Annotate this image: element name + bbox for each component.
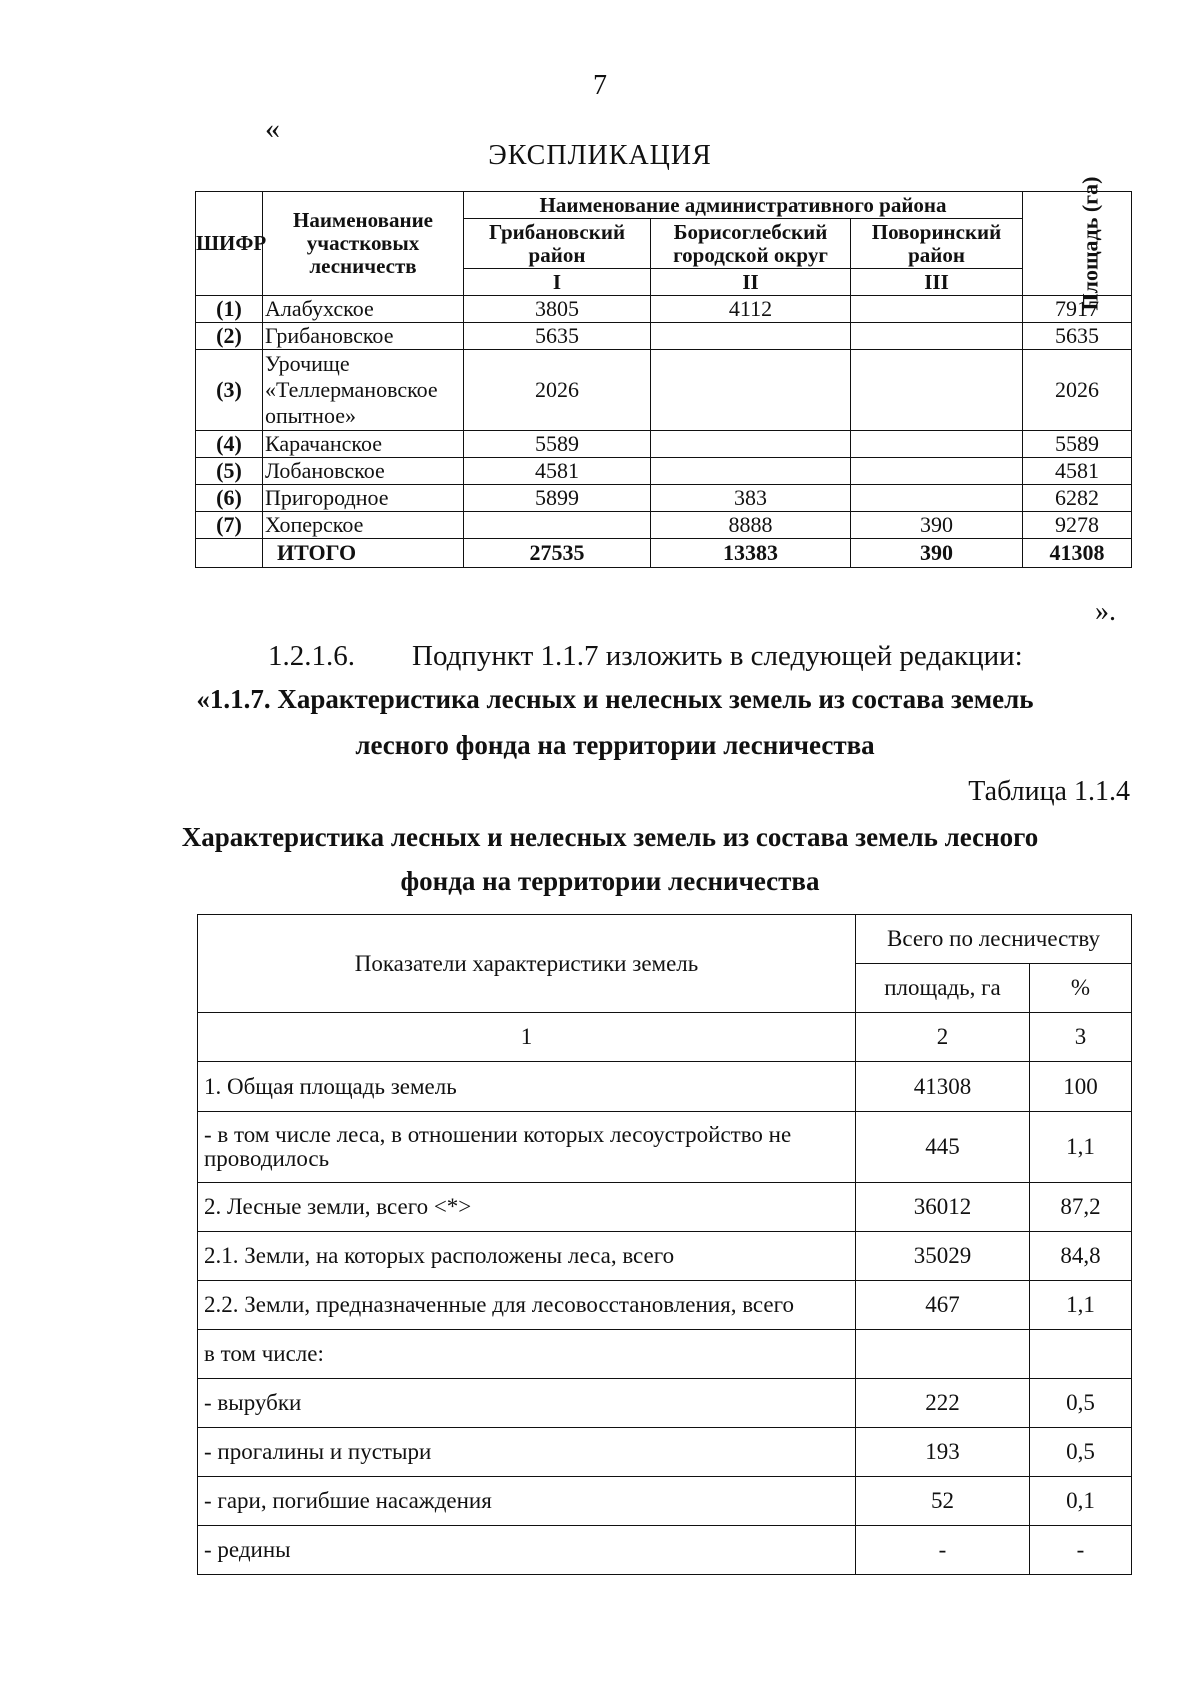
row-area: 467 [856, 1281, 1030, 1330]
row-name: Грибановское [263, 323, 464, 350]
row-percent: - [1030, 1526, 1132, 1575]
explication-title: ЭКСПЛИКАЦИЯ [488, 140, 712, 171]
total-district-3: 390 [851, 539, 1023, 568]
table-row [198, 1232, 1132, 1281]
row-district-1 [464, 512, 651, 539]
explication-table [195, 176, 1132, 568]
row-percent: 1,1 [1030, 1281, 1132, 1330]
code-header: ШИФР [196, 192, 263, 296]
row-percent: 100 [1030, 1062, 1132, 1112]
admin-district-header: Наименование административного района [464, 192, 1023, 219]
row-district-2 [651, 350, 851, 431]
table-row [196, 485, 1132, 512]
row-district-1: 2026 [464, 350, 651, 431]
row-area [856, 1330, 1030, 1379]
total-label: ИТОГО [263, 539, 464, 568]
row-district-3 [851, 431, 1023, 458]
land-characteristics-table [197, 914, 1132, 1575]
row-name: Урочище «Теллермановское опытное» [263, 350, 464, 431]
row-label: - редины [198, 1526, 856, 1575]
district-3-roman: III [851, 269, 1023, 296]
row-percent: 87,2 [1030, 1183, 1132, 1232]
row-district-3 [851, 323, 1023, 350]
row-area: 2026 [1023, 350, 1132, 431]
table-row [198, 1062, 1132, 1112]
row-label: - гари, погибшие насаждения [198, 1477, 856, 1526]
row-district-1: 5899 [464, 485, 651, 512]
table-row [196, 350, 1132, 431]
subpoint-text: Подпункт 1.1.7 изложить в следующей редакции: [412, 640, 1023, 672]
table-row [198, 1477, 1132, 1526]
table-row [198, 1330, 1132, 1379]
district-2-roman: II [651, 269, 851, 296]
row-area: - [856, 1526, 1030, 1575]
table-row [196, 323, 1132, 350]
district-3-header: Поворинский район [851, 219, 1023, 269]
row-name: Хоперское [263, 512, 464, 539]
table-number: Таблица 1.1.4 [968, 776, 1130, 807]
row-area: 4581 [1023, 458, 1132, 485]
row-code: (5) [196, 458, 263, 485]
row-district-3 [851, 296, 1023, 323]
row-percent: 0,1 [1030, 1477, 1132, 1526]
row-district-2 [651, 431, 851, 458]
row-area: 5589 [1023, 431, 1132, 458]
table-row [198, 1183, 1132, 1232]
row-name: Пригородное [263, 485, 464, 512]
row-code: (7) [196, 512, 263, 539]
table-row [196, 431, 1132, 458]
row-label: 2. Лесные земли, всего <*> [198, 1183, 856, 1232]
column-number-3: 3 [1030, 1013, 1132, 1062]
total-code-empty [196, 539, 263, 568]
row-district-2: 4112 [651, 296, 851, 323]
heading-line-1: «1.1.7. Характеристика лесных и нелесных земель из состава земель [196, 684, 1034, 714]
row-area: 445 [856, 1112, 1030, 1183]
row-district-3 [851, 458, 1023, 485]
row-code: (6) [196, 485, 263, 512]
row-district-2 [651, 458, 851, 485]
table-row [198, 1112, 1132, 1183]
row-label: - вырубки [198, 1379, 856, 1428]
row-district-3 [851, 350, 1023, 431]
row-district-1: 3805 [464, 296, 651, 323]
table-row [196, 512, 1132, 539]
district-1-header: Грибановский район [464, 219, 651, 269]
row-percent: 84,8 [1030, 1232, 1132, 1281]
row-label: в том числе: [198, 1330, 856, 1379]
district-2-header: Борисоглебский городской округ [651, 219, 851, 269]
row-label: 2.1. Земли, на которых расположены леса, всего [198, 1232, 856, 1281]
table-row [196, 296, 1132, 323]
open-quote: « [265, 112, 280, 145]
total-row [196, 539, 1132, 568]
table-row [198, 1379, 1132, 1428]
row-name: Алабухское [263, 296, 464, 323]
row-district-1: 5589 [464, 431, 651, 458]
table-row [198, 1281, 1132, 1330]
district-1-roman: I [464, 269, 651, 296]
row-label: - прогалины и пустыри [198, 1428, 856, 1477]
indicator-header: Показатели характеристики земель [198, 915, 856, 1013]
column-number-2: 2 [856, 1013, 1030, 1062]
row-percent [1030, 1330, 1132, 1379]
row-area: 7917 [1023, 296, 1132, 323]
row-area: 6282 [1023, 485, 1132, 512]
table-title-line-2: фонда на территории лесничества [400, 866, 820, 896]
row-district-2: 8888 [651, 512, 851, 539]
total-area: 41308 [1023, 539, 1132, 568]
row-name: Карачанское [263, 431, 464, 458]
close-quote: ». [1095, 596, 1116, 627]
table-title-line-1: Характеристика лесных и нелесных земель из состава земель лесного [181, 822, 1039, 852]
total-district-2: 13383 [651, 539, 851, 568]
row-district-1: 5635 [464, 323, 651, 350]
percent-header: % [1030, 964, 1132, 1013]
heading-line-2: лесного фонда на территории лесничества [355, 730, 875, 760]
row-name: Лобановское [263, 458, 464, 485]
row-code: (1) [196, 296, 263, 323]
table-row [198, 1526, 1132, 1575]
row-percent: 1,1 [1030, 1112, 1132, 1183]
row-code: (4) [196, 431, 263, 458]
row-percent: 0,5 [1030, 1428, 1132, 1477]
row-area: 9278 [1023, 512, 1132, 539]
row-area: 222 [856, 1379, 1030, 1428]
row-district-2 [651, 323, 851, 350]
column-number-1: 1 [198, 1013, 856, 1062]
total-header: Всего по лесничеству [856, 915, 1132, 964]
area-header: площадь, га [856, 964, 1030, 1013]
subpoint-number: 1.2.1.6. [268, 640, 355, 672]
row-label: 2.2. Земли, предназначенные для лесовосстановления, всего [198, 1281, 856, 1330]
row-district-3: 390 [851, 512, 1023, 539]
row-area: 36012 [856, 1183, 1030, 1232]
row-code: (2) [196, 323, 263, 350]
table-row [198, 1428, 1132, 1477]
page-number: 7 [593, 70, 607, 101]
row-district-3 [851, 485, 1023, 512]
row-label: - в том числе леса, в отношении которых лесоустройство не проводилось [198, 1112, 856, 1183]
row-district-2: 383 [651, 485, 851, 512]
row-code: (3) [196, 350, 263, 431]
area-header: Площадь (га) [1077, 176, 1103, 310]
row-area: 41308 [856, 1062, 1030, 1112]
row-area: 5635 [1023, 323, 1132, 350]
name-header: Наименование участковых лесничеств [263, 192, 464, 296]
row-district-1: 4581 [464, 458, 651, 485]
row-area: 52 [856, 1477, 1030, 1526]
row-percent: 0,5 [1030, 1379, 1132, 1428]
row-area: 35029 [856, 1232, 1030, 1281]
row-label: 1. Общая площадь земель [198, 1062, 856, 1112]
row-area: 193 [856, 1428, 1030, 1477]
total-district-1: 27535 [464, 539, 651, 568]
table-row [196, 458, 1132, 485]
